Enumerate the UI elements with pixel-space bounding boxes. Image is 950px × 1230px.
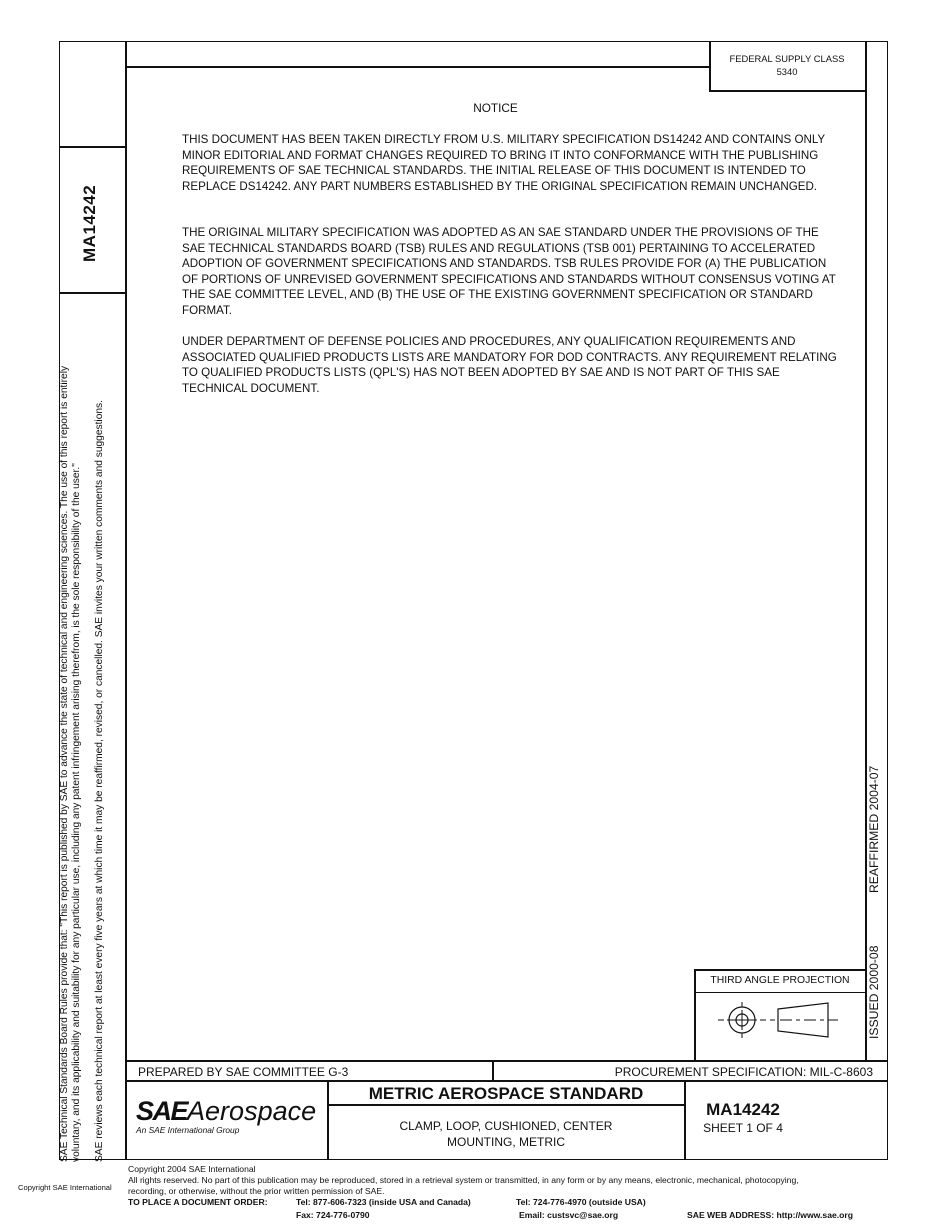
- fax: Fax: 724-776-0790: [296, 1210, 370, 1220]
- logo-aerospace: Aerospace: [187, 1096, 317, 1126]
- copyright-line: Copyright 2004 SAE International: [128, 1164, 256, 1174]
- tel-us: Tel: 877-606-7323 (inside USA and Canada): [296, 1197, 471, 1207]
- side-copyright: Copyright SAE International: [18, 1183, 112, 1192]
- left-box-top: [59, 146, 126, 148]
- projection-box-mid: [694, 992, 866, 993]
- sidebar-rules-line2: voluntary, and its applicability and suitability for any particular use, including any patent infringement arising therefrom, is the sole responsibility of the user.": [71, 463, 82, 1162]
- right-column-divider: [865, 41, 867, 1061]
- standard-title: METRIC AEROSPACE STANDARD: [368, 1084, 644, 1103]
- reaffirmed-status: REAFFIRMED 2004-07: [867, 765, 881, 893]
- title-block-doc-number: MA14242: [706, 1100, 780, 1119]
- notice-paragraph-2: THE ORIGINAL MILITARY SPECIFICATION WAS ADOPTED AS AN SAE STANDARD UNDER THE PROVISIONS OF THE SAE TECHNICAL STANDARDS BOARD (TSB) RULES AND REGULATIONS (TSB 001) PERTAINING TO ACCELERATED ADOPTION OF GOVERNMENT SPECIFICATIONS AND STANDARDS. TSB RULES PROVIDE FOR (A) THE PUBLICATION OF PORTIONS OF UNREVISED GOVERNMENT SPECIFICATIONS AND STANDARDS WITHOUT CONSENSUS VOTING AT THE SAE COMMITTEE LEVEL, AND (B) THE USE OF THE EXISTING GOVERNMENT SPECIFICATION OR STANDARD FORMAT.: [182, 226, 836, 317]
- left-box-bottom: [59, 292, 126, 294]
- part-title: [327, 1119, 685, 1150]
- projection-label: THIRD ANGLE PROJECTION: [710, 975, 850, 986]
- web-address-link[interactable]: SAE WEB ADDRESS: http://www.sae.org: [687, 1210, 853, 1220]
- header-line: [126, 66, 709, 68]
- prepared-by: PREPARED BY SAE COMMITTEE G-3: [138, 1065, 349, 1079]
- sheet-number: SHEET 1 OF 4: [703, 1121, 783, 1135]
- procurement-spec: PROCUREMENT SPECIFICATION: MIL-C-8603: [614, 1065, 873, 1079]
- rights-line-1: All rights reserved. No part of this publication may be reproduced, stored in a retrieval system or transmitted, in any form or by any means, electronic, mechanical, photocopying,: [128, 1175, 799, 1185]
- federal-supply-class: [710, 52, 864, 78]
- rights-line-2: recording, or otherwise, without the prior written permission of SAE.: [128, 1186, 385, 1196]
- email-link[interactable]: Email: custsvc@sae.org: [519, 1210, 619, 1220]
- sidebar-doc-number: MA14242: [80, 184, 99, 262]
- sidebar-rules-line1: SAE Technical Standards Board Rules provide that: "This report is published by SAE to advance the state of technical and engineering sciences. The use of this report is entirely: [59, 365, 70, 1162]
- standard-title-underline: [327, 1104, 685, 1106]
- fsc-label: FEDERAL SUPPLY CLASS: [729, 53, 845, 64]
- part-title-line-2: MOUNTING, METRIC: [447, 1134, 565, 1149]
- part-title-line-1: CLAMP, LOOP, CUSHIONED, CENTER: [399, 1119, 613, 1133]
- tel-intl: Tel: 724-776-4970 (outside USA): [516, 1197, 646, 1207]
- left-column-divider: [125, 41, 127, 1159]
- title-block-top: [126, 1060, 887, 1062]
- notice-paragraph-3: UNDER DEPARTMENT OF DEFENSE POLICIES AND PROCEDURES, ANY QUALIFICATION REQUIREMENTS AND ASSOCIATED QUALIFIED PRODUCTS LISTS ARE MANDATORY FOR DOD CONTRACTS. ANY REQUIREMENT RELATING TO QUALIFIED PRODUCTS LISTS (QPL'S) HAS NOT BEEN ADOPTED BY SAE AND IS NOT PART OF THIS SAE TECHNICAL DOCUMENT.: [182, 335, 837, 395]
- title-block-row-divider: [126, 1080, 887, 1082]
- sae-aerospace-logo: [136, 1096, 316, 1135]
- notice-paragraph-1: THIS DOCUMENT HAS BEEN TAKEN DIRECTLY FROM U.S. MILITARY SPECIFICATION DS14242 AND CONTAINS ONLY MINOR EDITORIAL AND FORMAT CHANGES REQUIRED TO BRING IT INTO CONFORMANCE WITH THE PUBLISHING REQUIREMENTS OF SAE TECHNICAL STANDARDS. THE INITIAL RELEASE OF THIS DOCUMENT IS INTENDED TO REPLACE DS14242. ANY PART NUMBERS ESTABLISHED BY THE ORIGINAL SPECIFICATION REMAIN UNCHANGED.: [182, 133, 825, 193]
- projection-box-top: [694, 969, 866, 971]
- logo-sae: SAE: [136, 1096, 188, 1126]
- prepared-divider: [492, 1060, 494, 1081]
- order-label: TO PLACE A DOCUMENT ORDER:: [128, 1197, 268, 1207]
- third-angle-projection-icon: [700, 994, 862, 1056]
- sidebar-review-line: SAE reviews each technical report at least every five years at which time it may be reaffirmed, revised, or cancelled. SAE invites your written comments and suggestions.: [94, 400, 105, 1162]
- fsc-box-bottom: [709, 90, 866, 92]
- logo-tagline: An SAE International Group: [136, 1125, 240, 1135]
- issued-status: ISSUED 2000-08: [867, 945, 881, 1039]
- fsc-value: 5340: [776, 66, 798, 77]
- notice-title: NOTICE: [473, 101, 518, 115]
